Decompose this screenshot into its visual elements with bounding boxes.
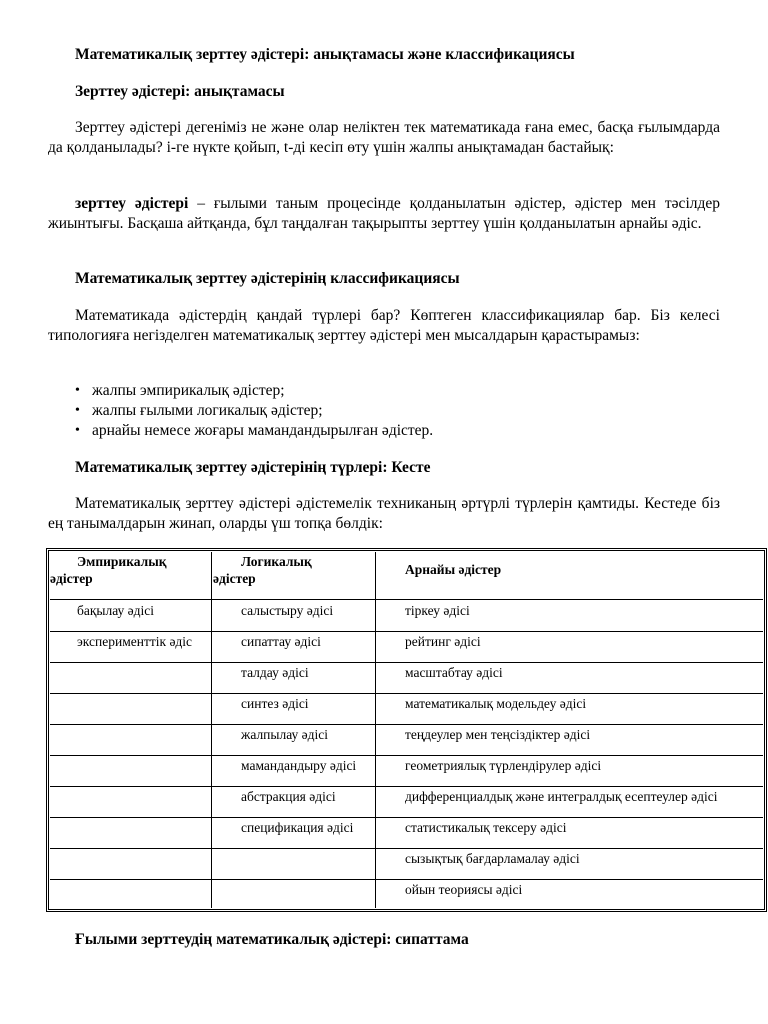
table-cell: мамандандыру әдісі xyxy=(241,758,357,773)
table-cell: рейтинг әдісі xyxy=(405,634,481,649)
table-cell: сипаттау әдісі xyxy=(241,634,321,649)
table-cell: абстракция әдісі xyxy=(241,789,336,804)
row-divider xyxy=(50,724,763,725)
table-header-special: Арнайы әдістер xyxy=(405,562,502,577)
definition-term: зерттеу әдістері xyxy=(75,195,189,212)
row-divider xyxy=(50,662,763,663)
table-cell: теңдеулер мен теңсіздіктер әдісі xyxy=(405,727,591,742)
row-divider xyxy=(50,817,763,818)
heading-next-section: Ғылыми зерттеудің математикалық әдістері: сипаттама xyxy=(75,931,469,948)
row-divider xyxy=(50,848,763,849)
table-header-logical-line2: әдістер xyxy=(213,571,256,586)
paragraph-types: Математикалық зерттеу әдістері әдістемелік техниканың әртүрлі түрлерін қамтиды. Кестеде біз ең танымалдарын жинап, оларды үш топқа бөлдік: xyxy=(48,495,720,532)
list-item: • жалпы эмпирикалық әдістер; xyxy=(92,381,433,401)
heading-types-table: Математикалық зерттеу әдістерінің түрлері: Кесте xyxy=(75,459,431,476)
paragraph-definition xyxy=(48,194,720,233)
row-divider xyxy=(50,599,763,600)
table-cell: эксперименттік әдіс xyxy=(77,634,193,649)
row-divider xyxy=(50,755,763,756)
heading-definition: Зерттеу әдістері: анықтамасы xyxy=(75,83,285,100)
document-title: Математикалық зерттеу әдістері: анықтамасы және классификациясы xyxy=(75,46,575,63)
table-cell: статистикалық тексеру әдісі xyxy=(405,820,567,835)
table-header-empirical-line2: әдістер xyxy=(50,571,93,586)
table-cell: ойын теориясы әдісі xyxy=(405,882,523,897)
row-divider xyxy=(50,786,763,787)
paragraph-classification: Математикада әдістердің қандай түрлері бар? Көптеген классификациялар бар. Біз келесі типологияға негізделген математикалық зерттеу әдістері мен мысалдарын қарастырамыз: xyxy=(48,307,720,344)
table-cell: дифференциалдық және интегралдық есептеулер әдісі xyxy=(405,789,718,804)
table-cell: талдау әдісі xyxy=(241,665,309,680)
table-header-empirical: Эмпирикалық xyxy=(77,554,167,569)
methods-table xyxy=(46,548,767,912)
heading-classification: Математикалық зерттеу әдістерінің классификациясы xyxy=(75,270,460,287)
table-cell: жалпылау әдісі xyxy=(241,727,328,742)
definition-text: – ғылыми таным процесінде қолданылатын әдістер, әдістер мен тәсілдер жиынтығы. Басқаша айтқанда, бұл таңдалған тақырыпты зерттеу үшін қолданылатын арнайы әдіс. xyxy=(48,195,720,232)
table-cell: синтез әдісі xyxy=(241,696,309,711)
list-item: • арнайы немесе жоғары мамандандырылған әдістер. xyxy=(92,421,433,441)
row-divider xyxy=(50,631,763,632)
column-divider xyxy=(211,552,212,908)
table-header-logical: Логикалық xyxy=(241,554,312,569)
list-item: • жалпы ғылыми логикалық әдістер; xyxy=(92,401,433,421)
table-cell: салыстыру әдісі xyxy=(241,603,334,618)
row-divider xyxy=(50,693,763,694)
paragraph-intro: Зерттеу әдістері дегеніміз не және олар неліктен тек математикада ғана емес, басқа ғылымдарда да қолданылады? і-ге нүкте қойып, t-ді кесіп өту үшін жалпы анықтамадан бастайық: xyxy=(48,119,720,156)
method-type-list xyxy=(48,381,433,441)
table-cell: бақылау әдісі xyxy=(77,603,155,618)
table-cell: геометриялық түрлендірулер әдісі xyxy=(405,758,602,773)
table-cell: математикалық модельдеу әдісі xyxy=(405,696,587,711)
column-divider xyxy=(375,552,376,908)
table-cell: тіркеу әдісі xyxy=(405,603,470,618)
table-cell: масштабтау әдісі xyxy=(405,665,503,680)
table-cell: сызықтық бағдарламалау әдісі xyxy=(405,851,580,866)
table-cell: спецификация әдісі xyxy=(241,820,354,835)
row-divider xyxy=(50,879,763,880)
